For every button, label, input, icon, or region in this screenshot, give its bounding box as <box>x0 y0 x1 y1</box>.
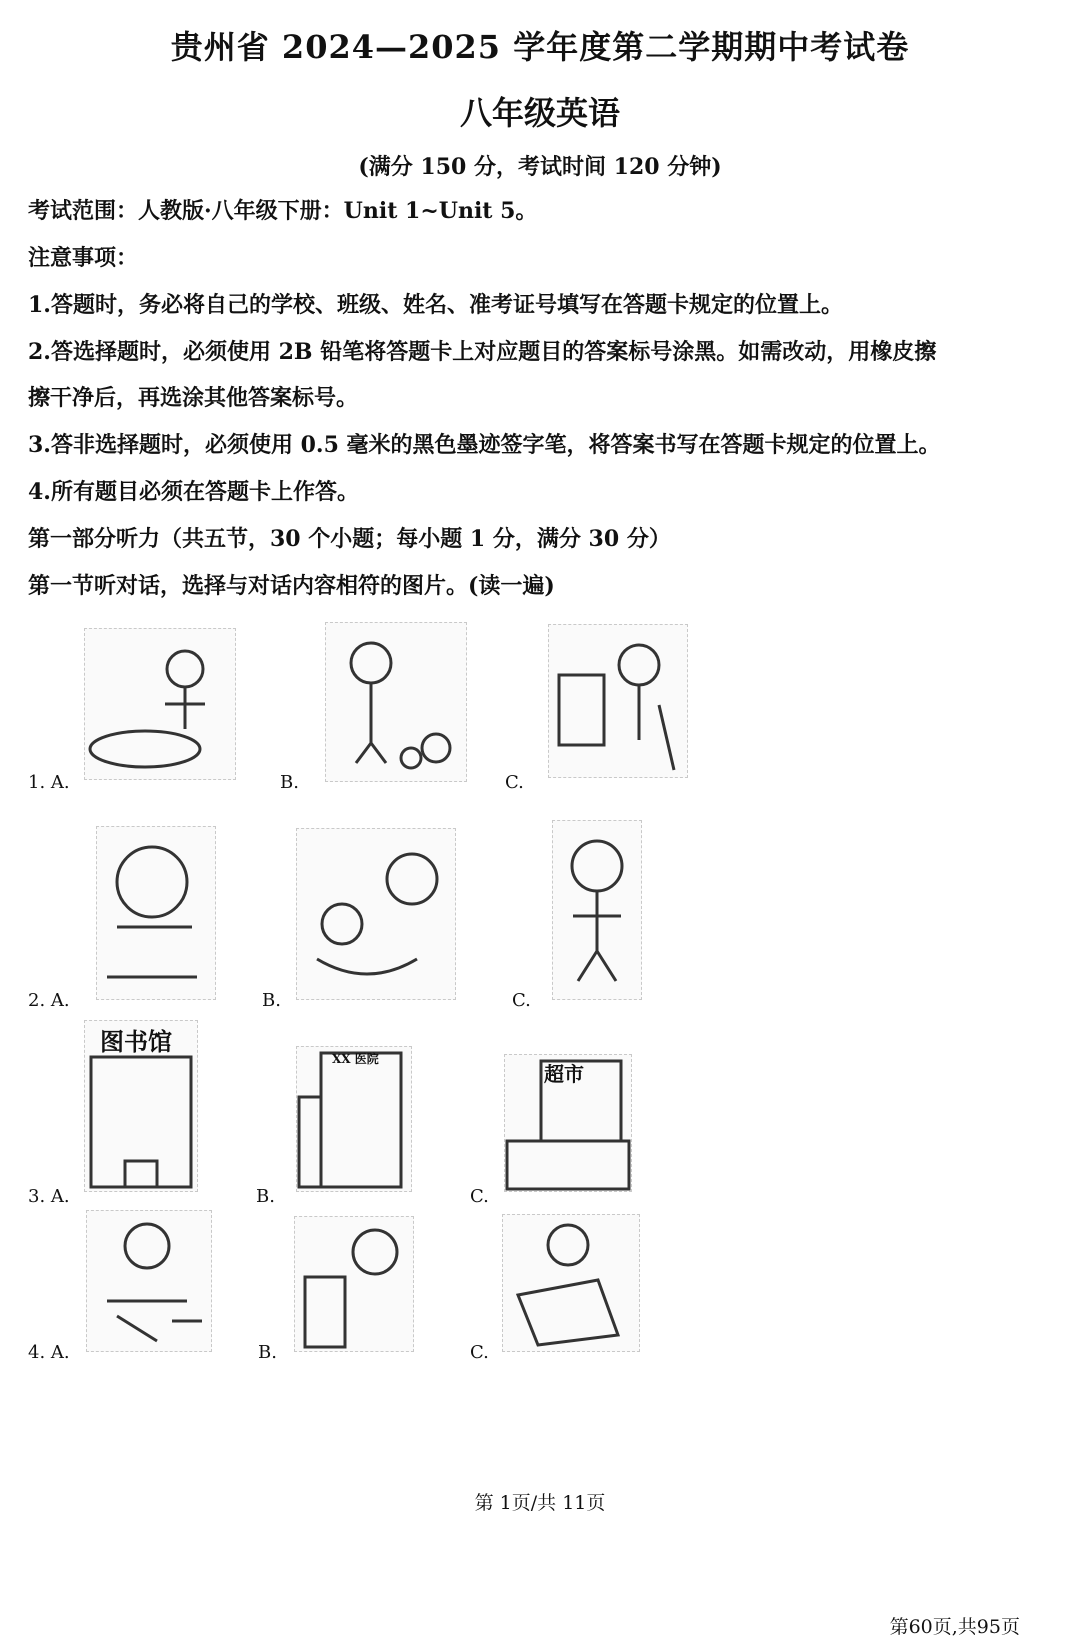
exam-subject: 八年级英语 <box>459 94 620 132</box>
q4-option-a: 4. A. <box>28 1342 70 1363</box>
q4-image-c-drawing-picture <box>502 1214 640 1352</box>
q3-option-a: 3. A. <box>28 1186 70 1207</box>
notice-item-3: 3.答非选择题时，必须使用 0.5 毫米的黑色墨迹签字笔，将答案书写在答题卡规定的位置上。 <box>28 432 941 458</box>
q2-image-c-girl-standing <box>552 820 642 1000</box>
notice-item-2-cont: 擦干净后，再选涂其他答案标号。 <box>28 385 359 411</box>
notice-item-4: 4.所有题目必须在答题卡上作答。 <box>28 479 359 505</box>
notice-item-1: 1.答题时，务必将自己的学校、班级、姓名、准考证号填写在答题卡规定的位置上。 <box>28 292 843 318</box>
q3-option-b: B. <box>256 1186 275 1207</box>
q1-image-c-sweeping-floor <box>548 624 688 778</box>
section-one-heading: 第一节听对话，选择与对话内容相符的图片。(读一遍) <box>28 573 555 599</box>
q1-option-c: C. <box>505 772 524 793</box>
exam-title: 贵州省 2024—2025 学年度第二学期期中考试卷 <box>170 28 910 66</box>
score-note: (满分 150 分，考试时间 120 分钟) <box>358 154 722 180</box>
q1-option-b: B. <box>280 772 299 793</box>
hospital-sign: XX 医院 <box>332 1052 379 1066</box>
q2-option-a: 2. A. <box>28 990 70 1011</box>
library-sign: 图书馆 <box>100 1027 172 1056</box>
q4-image-a-writing-letter <box>86 1210 212 1352</box>
q2-image-b-dentist <box>296 828 456 1000</box>
q1-image-b-watering-flowers <box>325 622 467 782</box>
q4-image-b-playing-piano <box>294 1216 414 1352</box>
notice-item-2: 2.答选择题时，必须使用 2B 铅笔将答题卡上对应题目的答案标号涂黑。如需改动，用橡皮擦 <box>28 339 937 365</box>
q1-option-a: 1. A. <box>28 772 70 793</box>
page-number: 第 1页/共 11页 <box>474 1492 606 1514</box>
document-page-counter: 第60页,共95页 <box>889 1616 1020 1638</box>
q4-option-b: B. <box>258 1342 277 1363</box>
q2-option-c: C. <box>512 990 531 1011</box>
q1-image-a-washing-clothes <box>84 628 236 780</box>
q2-option-b: B. <box>262 990 281 1011</box>
part-one-heading: 第一部分听力（共五节，30 个小题；每小题 1 分，满分 30 分） <box>28 526 671 552</box>
q2-image-a-cut-finger <box>96 826 216 1000</box>
q3-option-c: C. <box>470 1186 489 1207</box>
q4-option-c: C. <box>470 1342 489 1363</box>
notice-heading: 注意事项： <box>28 245 139 271</box>
exam-scope: 考试范围：人教版·八年级下册：Unit 1~Unit 5。 <box>28 198 538 224</box>
supermarket-sign: 超市 <box>544 1062 584 1086</box>
q3-image-b-hospital <box>296 1046 412 1192</box>
